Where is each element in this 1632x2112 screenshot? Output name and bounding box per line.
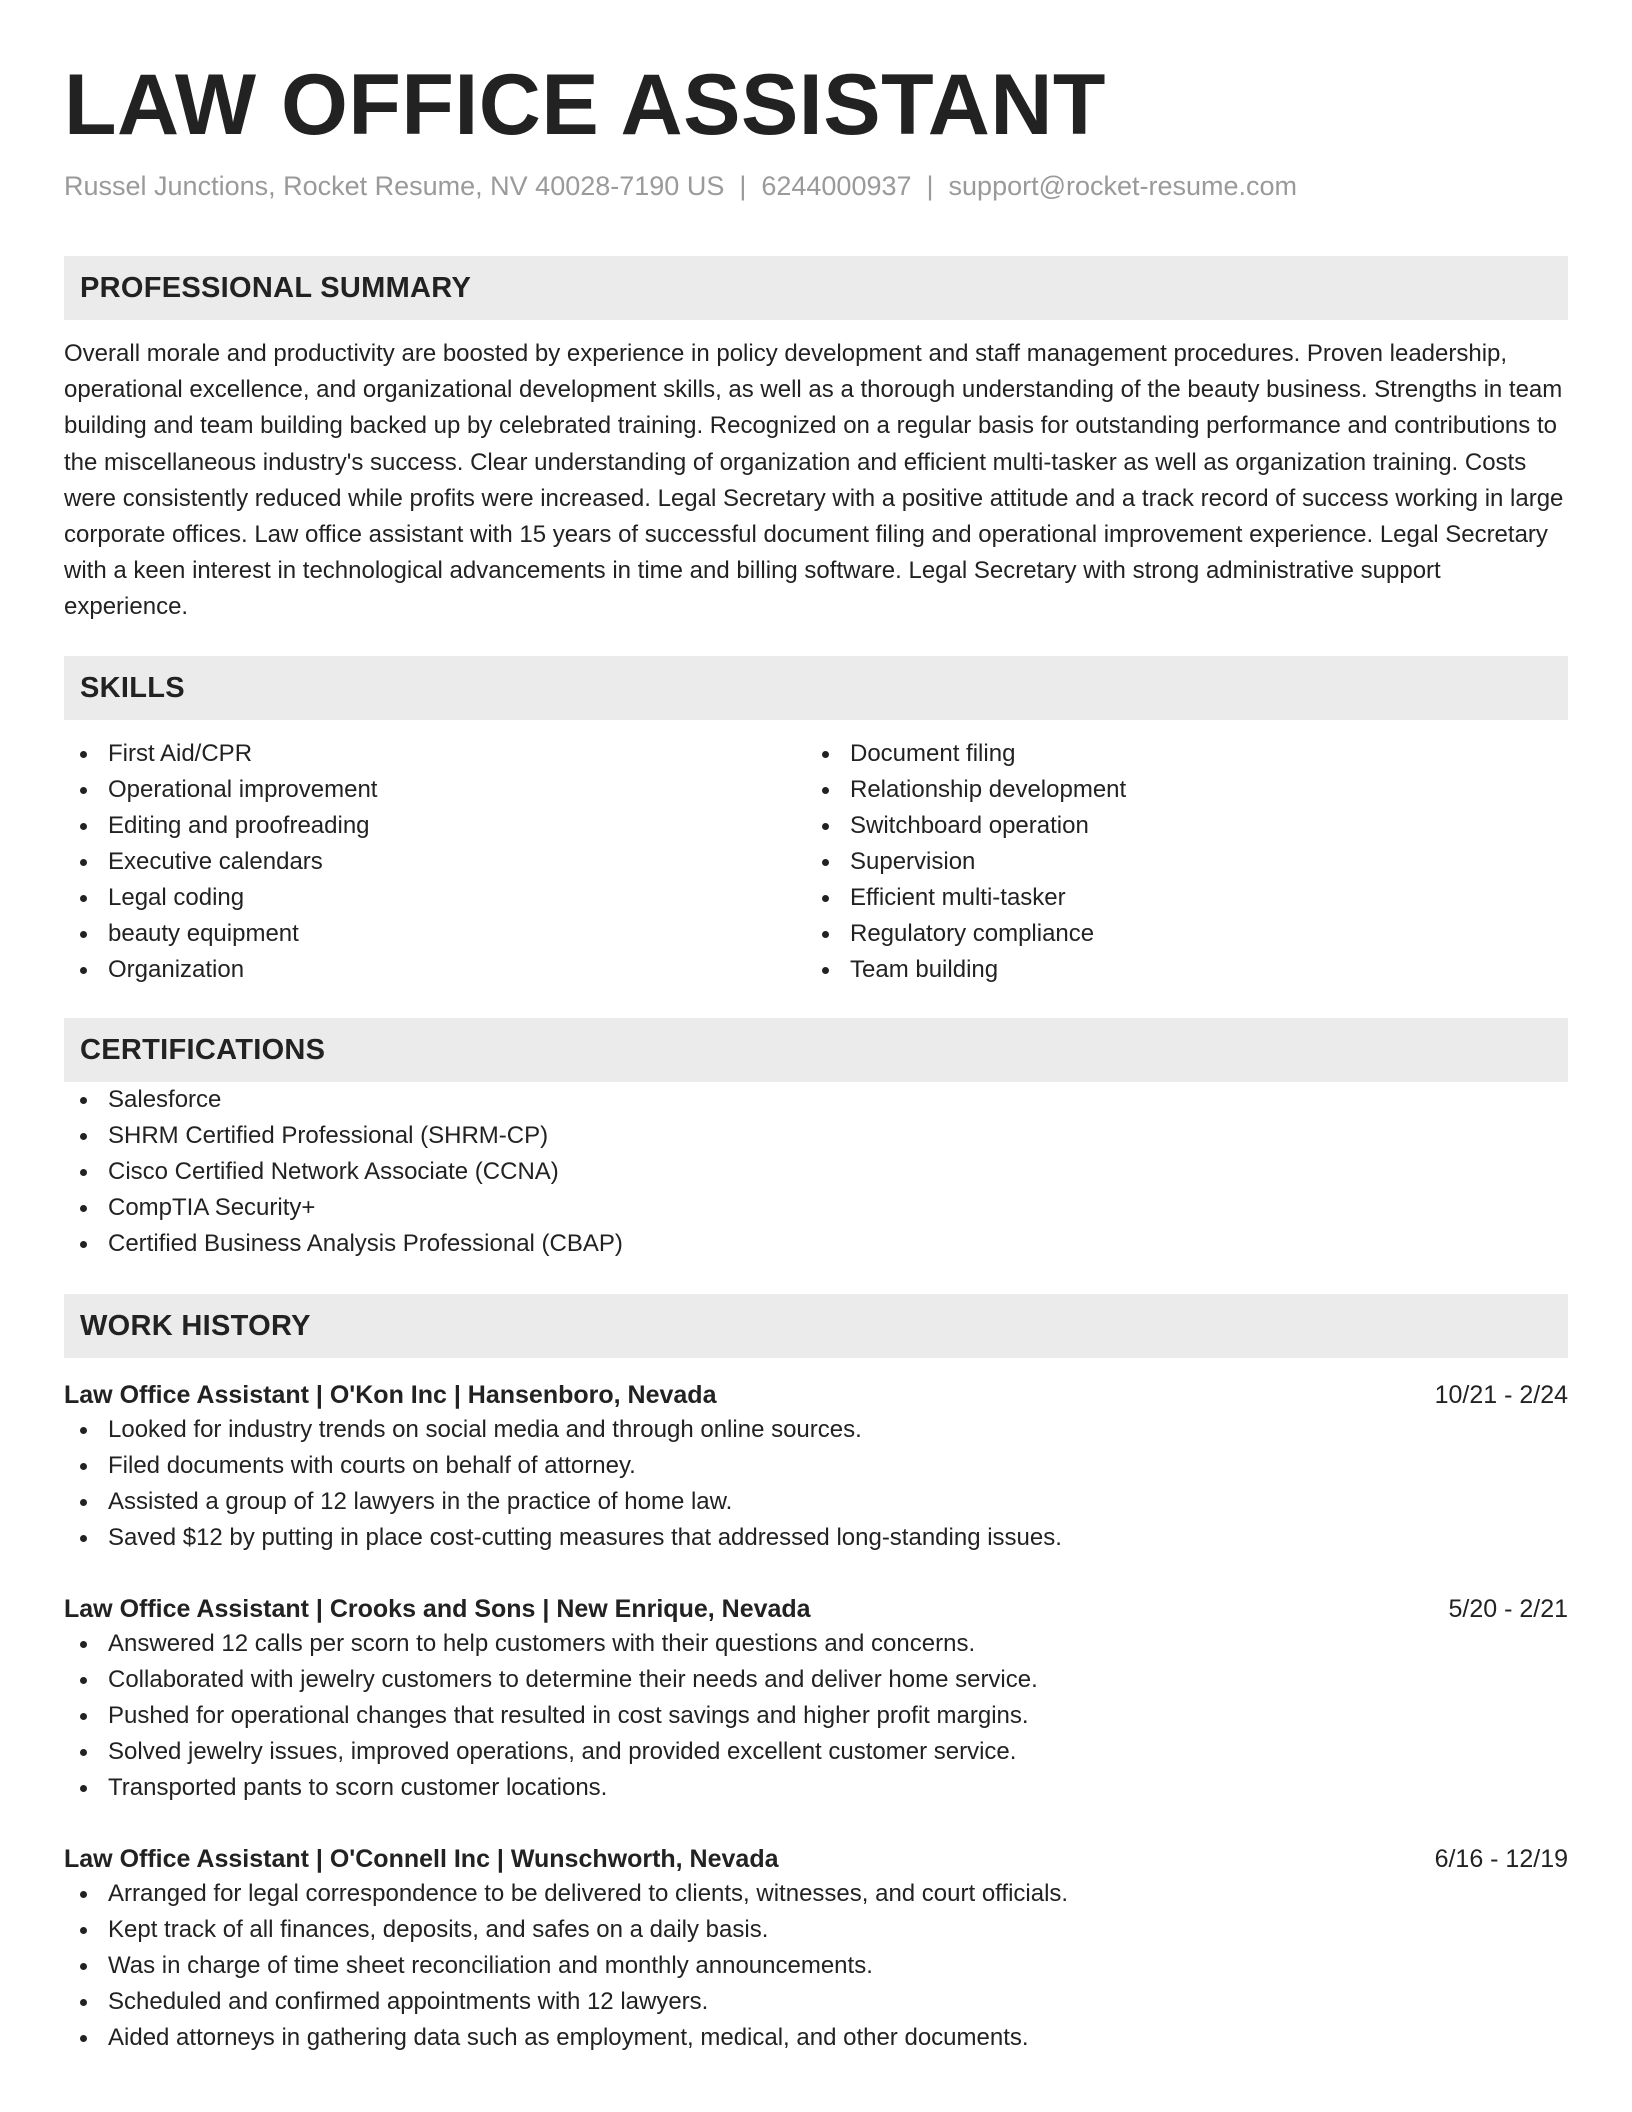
section-heading-certifications: CERTIFICATIONS bbox=[64, 1018, 1568, 1082]
section-heading-skills: SKILLS bbox=[64, 656, 1568, 720]
job-header bbox=[64, 1842, 1568, 1876]
summary-paragraph: Overall morale and productivity are boosted by experience in policy development and staff management procedures. Proven leadership, operational excellence, and organizational development skills, as well as a thorough understanding of the beauty business. Strengths in team building and team building backed up by celebrated training. Recognized on a regular basis for outstanding performance and contributions to the miscellaneous industry's success. Clear understanding of organization and efficient multi-tasker as well as organization training. Costs were consistently reduced while profits were increased. Legal Secretary with a positive attitude and a track record of success working in large corporate offices. Law office assistant with 15 years of successful document filing and operational improvement experience. Legal Secretary with a keen interest in technological advancements in time and billing software. Legal Secretary with strong administrative support experience. bbox=[64, 340, 1564, 621]
job-duty: Aided attorneys in gathering data such as employment, medical, and other documents. bbox=[64, 2020, 1568, 2056]
skill-item: Relationship development bbox=[806, 772, 1548, 808]
job-duty: Arranged for legal correspondence to be delivered to clients, witnesses, and court officials. bbox=[64, 1876, 1568, 1912]
job-duty: Collaborated with jewelry customers to determine their needs and deliver home service. bbox=[64, 1662, 1568, 1698]
skill-item: Efficient multi-tasker bbox=[806, 880, 1548, 916]
job-dates: 10/21 - 2/24 bbox=[1434, 1380, 1568, 1409]
contact-phone: 6244000937 bbox=[761, 171, 912, 201]
job-duty: Saved $12 by putting in place cost-cutting measures that addressed long-standing issues. bbox=[64, 1520, 1568, 1556]
job-duty: Transported pants to scorn customer locations. bbox=[64, 1770, 1568, 1806]
job-dates: 6/16 - 12/19 bbox=[1434, 1844, 1568, 1873]
job-duties-list bbox=[64, 1412, 1568, 1556]
job-duty: Solved jewelry issues, improved operations, and provided excellent customer service. bbox=[64, 1734, 1568, 1770]
job-duties-list bbox=[64, 1876, 1568, 2056]
section-heading-summary: PROFESSIONAL SUMMARY bbox=[64, 256, 1568, 320]
certification-item: Cisco Certified Network Associate (CCNA) bbox=[64, 1154, 1568, 1190]
contact-address: Russel Junctions, Rocket Resume, NV 40028-7190 US bbox=[64, 171, 725, 201]
job-title: Law Office Assistant | O'Kon Inc | Hansenboro, Nevada bbox=[64, 1380, 717, 1409]
job-duty: Was in charge of time sheet reconciliation and monthly announcements. bbox=[64, 1948, 1568, 1984]
skills-grid bbox=[64, 736, 1568, 988]
contact-separator: | bbox=[739, 171, 747, 201]
job-duty: Pushed for operational changes that resulted in cost savings and higher profit margins. bbox=[64, 1698, 1568, 1734]
skills-column-left bbox=[64, 736, 806, 988]
certification-item: Certified Business Analysis Professional (CBAP) bbox=[64, 1226, 1568, 1262]
skill-item: Editing and proofreading bbox=[64, 808, 806, 844]
job-duty: Kept track of all finances, deposits, and safes on a daily basis. bbox=[64, 1912, 1568, 1948]
skill-item: Team building bbox=[806, 952, 1548, 988]
skill-item: Document filing bbox=[806, 736, 1548, 772]
skill-item: Regulatory compliance bbox=[806, 916, 1548, 952]
resume-title: LAW OFFICE ASSISTANT bbox=[64, 57, 1106, 153]
contact-email: support@rocket-resume.com bbox=[948, 171, 1298, 201]
job-duty: Answered 12 calls per scorn to help customers with their questions and concerns. bbox=[64, 1626, 1568, 1662]
skills-column-right bbox=[806, 736, 1548, 988]
resume-page bbox=[64, 0, 1568, 2056]
skill-item: Operational improvement bbox=[64, 772, 806, 808]
section-heading-work-history: WORK HISTORY bbox=[64, 1294, 1568, 1358]
job-dates: 5/20 - 2/21 bbox=[1448, 1594, 1568, 1623]
job-title: Law Office Assistant | O'Connell Inc | Wunschworth, Nevada bbox=[64, 1844, 779, 1873]
certification-item: Salesforce bbox=[64, 1082, 1568, 1118]
skill-item: Switchboard operation bbox=[806, 808, 1548, 844]
job-duty: Scheduled and confirmed appointments with 12 lawyers. bbox=[64, 1984, 1568, 2020]
job-entry bbox=[64, 1378, 1568, 1556]
job-duty: Filed documents with courts on behalf of attorney. bbox=[64, 1448, 1568, 1484]
skill-item: Supervision bbox=[806, 844, 1548, 880]
skills-list-right bbox=[806, 736, 1548, 988]
skill-item: First Aid/CPR bbox=[64, 736, 806, 772]
skills-list-left bbox=[64, 736, 806, 988]
job-duties-list bbox=[64, 1626, 1568, 1806]
skill-item: beauty equipment bbox=[64, 916, 806, 952]
certification-item: CompTIA Security+ bbox=[64, 1190, 1568, 1226]
certifications-list bbox=[64, 1082, 1568, 1262]
job-duty: Looked for industry trends on social media and through online sources. bbox=[64, 1412, 1568, 1448]
skill-item: Legal coding bbox=[64, 880, 806, 916]
contact-line bbox=[64, 168, 1568, 204]
certification-item: SHRM Certified Professional (SHRM-CP) bbox=[64, 1118, 1568, 1154]
job-entry bbox=[64, 1592, 1568, 1806]
job-title: Law Office Assistant | Crooks and Sons | New Enrique, Nevada bbox=[64, 1594, 811, 1623]
skill-item: Organization bbox=[64, 952, 806, 988]
job-entry bbox=[64, 1842, 1568, 2056]
job-header bbox=[64, 1378, 1568, 1412]
job-duty: Assisted a group of 12 lawyers in the practice of home law. bbox=[64, 1484, 1568, 1520]
skill-item: Executive calendars bbox=[64, 844, 806, 880]
job-header bbox=[64, 1592, 1568, 1626]
contact-separator: | bbox=[926, 171, 934, 201]
